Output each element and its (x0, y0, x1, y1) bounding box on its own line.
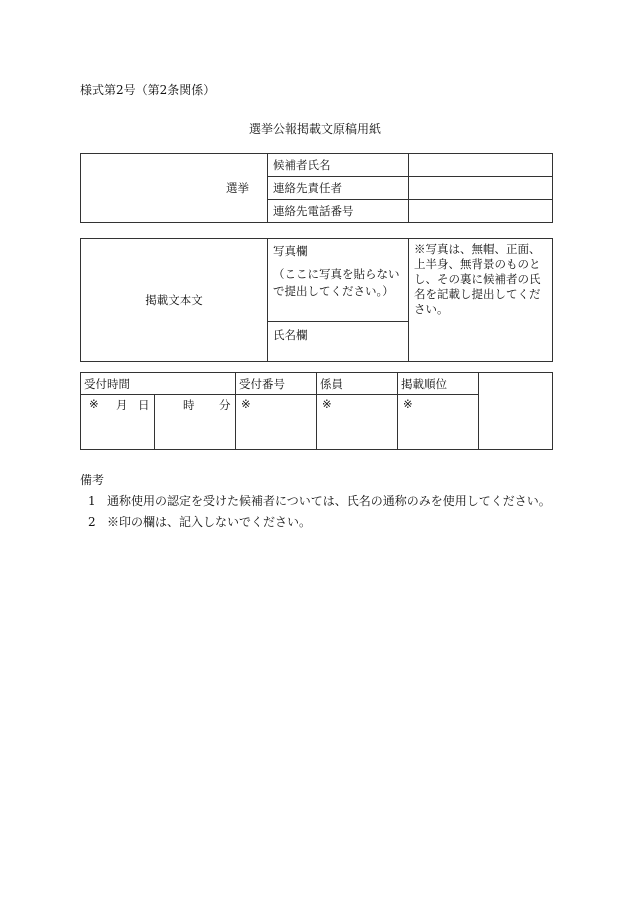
photo-cell[interactable] (268, 239, 409, 322)
body-text-label-text: 掲載文本文 (145, 293, 203, 307)
body-text-label[interactable] (81, 239, 268, 362)
date-mark: ※ (89, 397, 99, 411)
note-text: 通称使用の認定を受けた候補者については、氏名の通称のみを使用してください。 (107, 494, 551, 508)
name-label: 氏名欄 (273, 328, 308, 342)
candidate-name-field[interactable] (409, 154, 553, 177)
note-text: ※印の欄は、記入しないでください。 (107, 515, 312, 529)
receipt-clock-cell (155, 395, 236, 450)
receipt-date-cell (81, 395, 155, 450)
receipt-table (80, 372, 553, 450)
contact-person-field[interactable] (409, 177, 553, 200)
note-number: 1 (88, 494, 96, 508)
photo-notice: ※写真は、無帽、正面、上半身、無背景のものとし、その裏に候補者の氏名を記載し提出してください。 (409, 239, 553, 362)
contact-phone-field[interactable] (409, 200, 553, 223)
staff-value: ※ (317, 395, 398, 450)
document-title: 選挙公報掲載文原稿用紙 (248, 122, 381, 136)
day-label: 日 (138, 398, 150, 412)
photo-instruction: （ここに写真を貼らないで提出してください。） (273, 267, 400, 298)
photo-label: 写真欄 (273, 244, 308, 258)
hour-label: 時 (183, 398, 195, 412)
note-number: 2 (88, 515, 96, 529)
receipt-blank-cell (479, 373, 553, 450)
election-label: 選挙 (81, 154, 268, 223)
receipt-number-header: 受付番号 (236, 373, 317, 395)
candidate-name-label: 候補者氏名 (268, 154, 409, 177)
candidate-info-table (80, 153, 553, 223)
form-number: 様式第2号（第2条関係） (80, 83, 216, 97)
publication-order-value: ※ (398, 395, 479, 450)
notes-section (80, 470, 551, 533)
contact-person-label: 連絡先責任者 (268, 177, 409, 200)
note-item (80, 512, 551, 533)
staff-header: 係員 (317, 373, 398, 395)
name-cell[interactable] (268, 322, 409, 362)
month-label: 月 (116, 398, 128, 412)
body-photo-table (80, 238, 553, 362)
minute-label: 分 (219, 398, 231, 412)
notes-title: 備考 (80, 473, 105, 487)
contact-phone-label: 連絡先電話番号 (268, 200, 409, 223)
receipt-number-value: ※ (236, 395, 317, 450)
note-item (80, 491, 551, 512)
receipt-time-header: 受付時間 (81, 373, 236, 395)
publication-order-header: 掲載順位 (398, 373, 479, 395)
